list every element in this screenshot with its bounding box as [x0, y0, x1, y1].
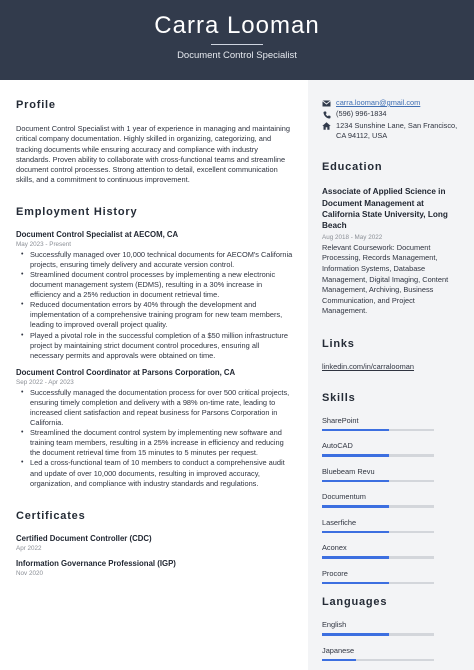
skill-bar-fill	[322, 480, 389, 483]
language-bar	[322, 659, 434, 662]
home-icon	[322, 122, 331, 131]
employment-heading: Employment History	[16, 205, 138, 218]
job-date-2: Sep 2022 - Apr 2023	[16, 378, 74, 386]
skill-name: Procore	[322, 568, 348, 578]
coursework-text: Relevant Coursework: Document Processing, Records Management, Information Systems, Database Management, Digital Imaging, Content Management, Archiving, Business Communication, and Project Management.	[322, 242, 449, 316]
skill-name: Documentum	[322, 492, 366, 502]
job-title-2: Document Control Coordinator at Parsons Corporation, CA	[16, 367, 236, 377]
job-bullets-1	[16, 250, 294, 361]
skill-bar	[322, 429, 434, 432]
job-title-1: Document Control Specialist at AECOM, CA	[16, 229, 179, 239]
bullet-item: • Successfully managed the documentation process for over 500 critical projects, ensuring timely completion and delivery with a 98% on-time rate, leading to increased client satisfaction and repeat business for Parsons Corporation in California.	[16, 388, 294, 428]
skill-name: Bluebeam Revu	[322, 466, 375, 476]
header-divider	[211, 44, 263, 45]
language-name: Japanese	[322, 645, 355, 655]
job-title: Document Control Specialist	[177, 50, 297, 61]
skill-bar	[322, 505, 434, 508]
candidate-name: Carra Looman	[154, 12, 320, 39]
email-link[interactable]: carra.looman@gmail.com	[336, 98, 421, 107]
language-name: English	[322, 620, 347, 630]
profile-text: Document Control Specialist with 1 year of experience in managing and maintaining critical company documentation. Highly skilled in organizing, categorizing, and tracking documents while ensuring accuracy and compliance with industry standards. Proven ability to collaborate with cross-functional teams and streamline document control processes. Strong attention to detail, excellent communication skills, and a commitment to continuous improvement.	[16, 124, 291, 185]
skills-heading: Skills	[322, 391, 356, 404]
skill-bar-fill	[322, 454, 389, 457]
skill-bar-fill	[322, 556, 389, 559]
skill-name: Aconex	[322, 543, 347, 553]
links-heading: Links	[322, 337, 355, 350]
language-bar-fill	[322, 659, 356, 662]
side-column	[322, 98, 462, 670]
skill-bar-fill	[322, 429, 389, 432]
skill-name: AutoCAD	[322, 441, 353, 451]
certificates-heading: Certificates	[16, 509, 86, 522]
contact-phone	[322, 109, 462, 119]
envelope-icon	[322, 99, 331, 108]
languages-list	[322, 620, 462, 661]
bullet-item: • Streamlined document control processes by implementing a new electronic document management system (EDMS), resulting in a 30% increase in efficiency and a 25% reduction in document retrieval time.	[16, 270, 294, 300]
skill-name: SharePoint	[322, 415, 359, 425]
linkedin-link[interactable]: linkedin.com/in/carralooman	[322, 361, 415, 371]
job-entry	[16, 368, 294, 489]
contact-email[interactable]	[322, 98, 462, 108]
address-text: 1234 Sunshine Lane, San Francisco, CA 94112, USA	[336, 120, 458, 140]
contact-address	[322, 121, 462, 142]
languages-heading: Languages	[322, 596, 388, 609]
certificate-name: Certified Document Controller (CDC)	[16, 533, 152, 543]
profile-heading: Profile	[16, 99, 56, 111]
skill-name: Laserfiche	[322, 517, 357, 527]
skill-bar-fill	[322, 531, 389, 534]
header	[0, 0, 474, 80]
degree-title: Associate of Applied Science in Document Management at California State University, Long Beach	[322, 187, 448, 231]
skill-bar	[322, 480, 434, 483]
phone-icon	[322, 110, 331, 119]
language-bar-fill	[322, 633, 389, 636]
job-date-1: May 2023 - Present	[16, 240, 71, 248]
certificate-name: Information Governance Professional (IGP)	[16, 558, 176, 568]
phone-number: (596) 996-1834	[336, 109, 387, 119]
certificate-date: Nov 2020	[16, 569, 43, 577]
job-bullets-2	[16, 388, 294, 489]
bullet-item: • Led a cross-functional team of 10 members to conduct a comprehensive audit and update of over 10,000 documents, resulting in improved accuracy, organization, and compliance with industry standards and regulations.	[16, 458, 294, 488]
skill-bar	[322, 531, 434, 534]
language-bar	[322, 633, 434, 636]
bullet-item: • Reduced documentation errors by 40% through the development and implementation of a comprehensive training program for new team members, leading to improved overall project quality.	[16, 300, 294, 330]
skill-bar	[322, 556, 434, 559]
skill-bar	[322, 582, 434, 585]
skill-bar-fill	[322, 505, 389, 508]
skills-list	[322, 416, 462, 585]
education-heading: Education	[322, 161, 383, 174]
main-column	[16, 99, 294, 578]
skill-bar	[322, 454, 434, 457]
certificate-item	[16, 534, 294, 553]
skill-bar-fill	[322, 582, 389, 585]
bullet-item: • Successfully managed over 10,000 technical documents for AECOM's California projects, ensuring timely delivery and accurate version control.	[16, 250, 294, 270]
bullet-item: • Played a pivotal role in the successful completion of a $50 million infrastructure project by maintaining strict document control procedures, ensuring all necessary permits and approvals were obtained on time.	[16, 331, 294, 361]
education-date: Aug 2018 - May 2022	[322, 233, 383, 241]
job-entry	[16, 230, 294, 361]
bullet-item: • Streamlined the document control system by implementing new software and training team members, resulting in a 25% increase in efficiency and reducing the document retrieval time from 15 minutes to 5 minutes per request.	[16, 428, 294, 458]
certificate-item	[16, 559, 294, 578]
certificate-date: Apr 2022	[16, 544, 42, 552]
